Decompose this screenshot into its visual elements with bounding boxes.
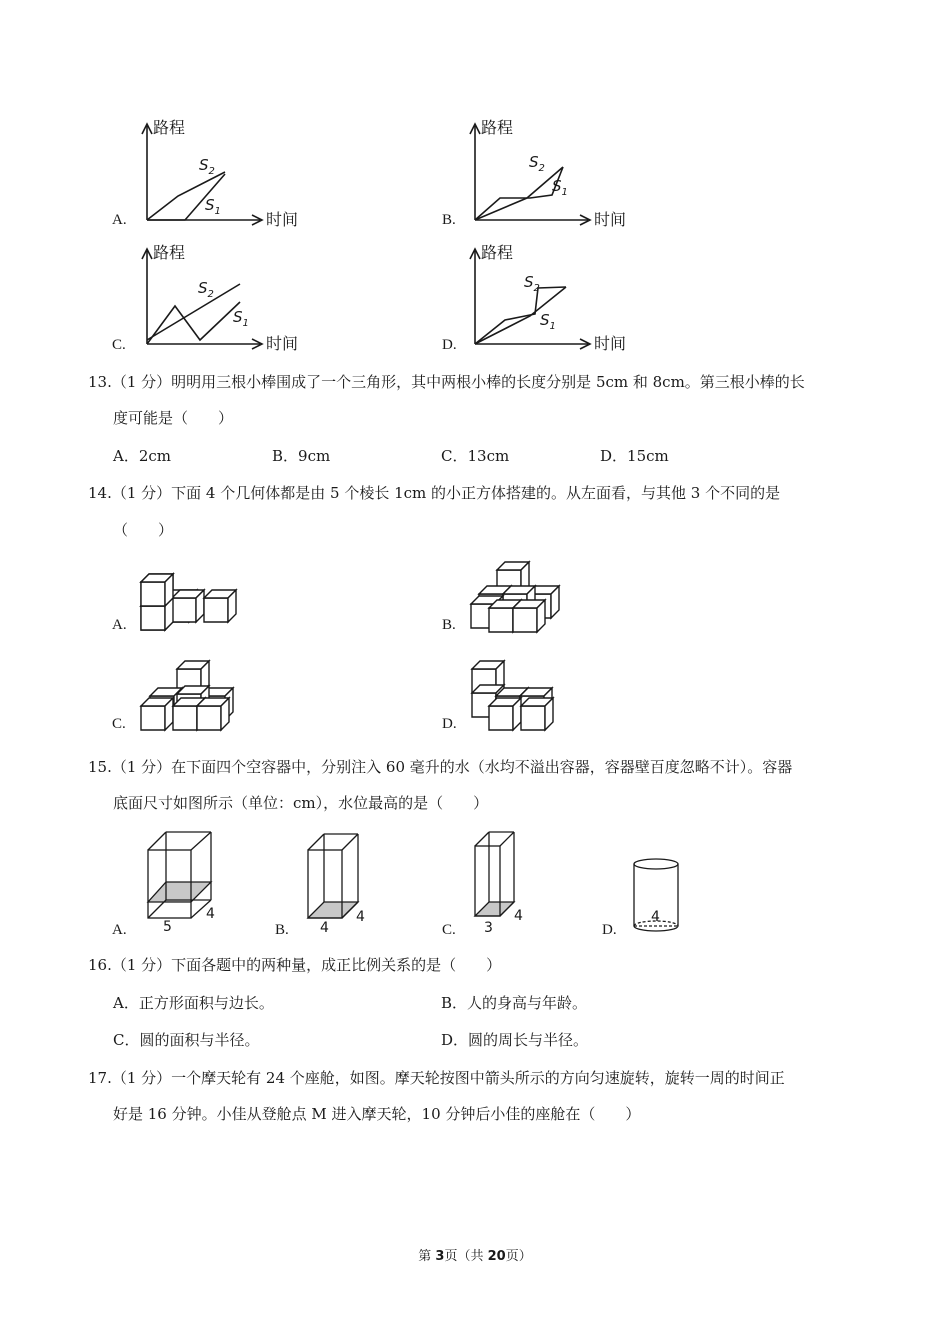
svg-text:路程: 路程: [481, 243, 514, 262]
dim-c-width: 3: [484, 920, 493, 936]
q15-option-d[interactable]: D.: [602, 922, 617, 938]
q16-option-a[interactable]: A．正方形面积与边长。: [113, 994, 274, 1012]
page-footer: 第 3页（共 20页）: [418, 1249, 532, 1264]
q13-option-b[interactable]: B．9cm: [272, 447, 331, 465]
q16-option-c[interactable]: C．圆的面积与半径。: [113, 1031, 260, 1049]
svg-text:S2: $S_2$: [524, 273, 540, 294]
svg-text:S2: $S_2$: [529, 153, 545, 174]
q13-option-a[interactable]: A．2cm: [113, 447, 172, 465]
container-b: [308, 834, 358, 918]
container-a: [148, 832, 211, 918]
q16-line1: 16.（1 分）下面各题中的两种量，成正比例关系的是（ ）: [88, 956, 502, 974]
svg-text:路程: 路程: [153, 243, 186, 262]
axis-y-label: 路程: [153, 118, 186, 137]
dim-d-diameter: 4: [651, 909, 660, 925]
s2-label: $S_2$: [199, 156, 215, 177]
dim-a-depth: 4: [206, 906, 215, 922]
option-a-label: A.: [112, 212, 127, 228]
dim-c-depth: 4: [514, 908, 523, 924]
dim-b-width: 4: [320, 920, 329, 936]
option-c-label: C.: [112, 337, 126, 353]
svg-text:S2: $S_2$: [198, 279, 214, 300]
option-b-label: B.: [442, 212, 456, 228]
option-d-label: D.: [442, 337, 457, 353]
q13-line2: 度可能是（ ）: [113, 409, 234, 427]
container-c: [475, 832, 514, 916]
q14-option-b[interactable]: B.: [442, 617, 456, 633]
svg-text:时间: 时间: [594, 334, 627, 353]
svg-text:时间: 时间: [594, 210, 627, 229]
q13-line1: 13.（1 分）明明用三根小棒围成了一个三角形，其中两根小棒的长度分别是 5cm 和 8cm。第三根小棒的长: [88, 373, 805, 391]
q14-option-a[interactable]: A.: [112, 617, 127, 633]
q15-option-c[interactable]: C.: [442, 922, 456, 938]
page-total: 20: [487, 1249, 506, 1264]
q17-line2: 好是 16 分钟。小佳从登舱点 M 进入摩天轮，10 分钟后小佳的座舱在（ ）: [113, 1105, 641, 1123]
q15-line2: 底面尺寸如图所示（单位：cm），水位最高的是（ ）: [113, 794, 489, 812]
q16-option-b[interactable]: B．人的身高与年龄。: [441, 994, 588, 1012]
svg-text:S1: $S_1$: [552, 177, 568, 198]
page-number: 3: [435, 1249, 445, 1264]
q15-option-a[interactable]: A.: [112, 922, 127, 938]
svg-text:S1: $S_1$: [540, 311, 556, 332]
dim-b-depth: 4: [356, 909, 365, 925]
q13-option-d[interactable]: D．15cm: [600, 447, 669, 465]
dim-a-width: 5: [163, 919, 172, 935]
q14-option-c[interactable]: C.: [112, 716, 126, 732]
q15-line1: 15.（1 分）在下面四个空容器中，分别注入 60 毫升的水（水均不溢出容器，容器壁百度忽略不计）。容器: [88, 758, 793, 776]
q15-option-b[interactable]: B.: [275, 922, 289, 938]
svg-text:时间: 时间: [266, 334, 299, 353]
q17-line1: 17.（1 分）一个摩天轮有 24 个座舱，如图。摩天轮按图中箭头所示的方向匀速旋转，旋转一周的时间正: [88, 1069, 785, 1087]
svg-text:S1: $S_1$: [233, 308, 249, 329]
svg-text:路程: 路程: [481, 118, 514, 137]
q14-line2: （ ）: [113, 521, 174, 539]
axis-x-label: 时间: [266, 210, 299, 229]
s1-label: $S_1$: [205, 196, 221, 217]
q14-line1: 14.（1 分）下面 4 个几何体都是由 5 个棱长 1cm 的小正方体搭建的。从左面看，与其他 3 个不同的是: [88, 484, 781, 502]
q16-option-d[interactable]: D．圆的周长与半径。: [441, 1031, 589, 1049]
q13-option-c[interactable]: C．13cm: [441, 447, 510, 465]
q14-option-d[interactable]: D.: [442, 716, 457, 732]
